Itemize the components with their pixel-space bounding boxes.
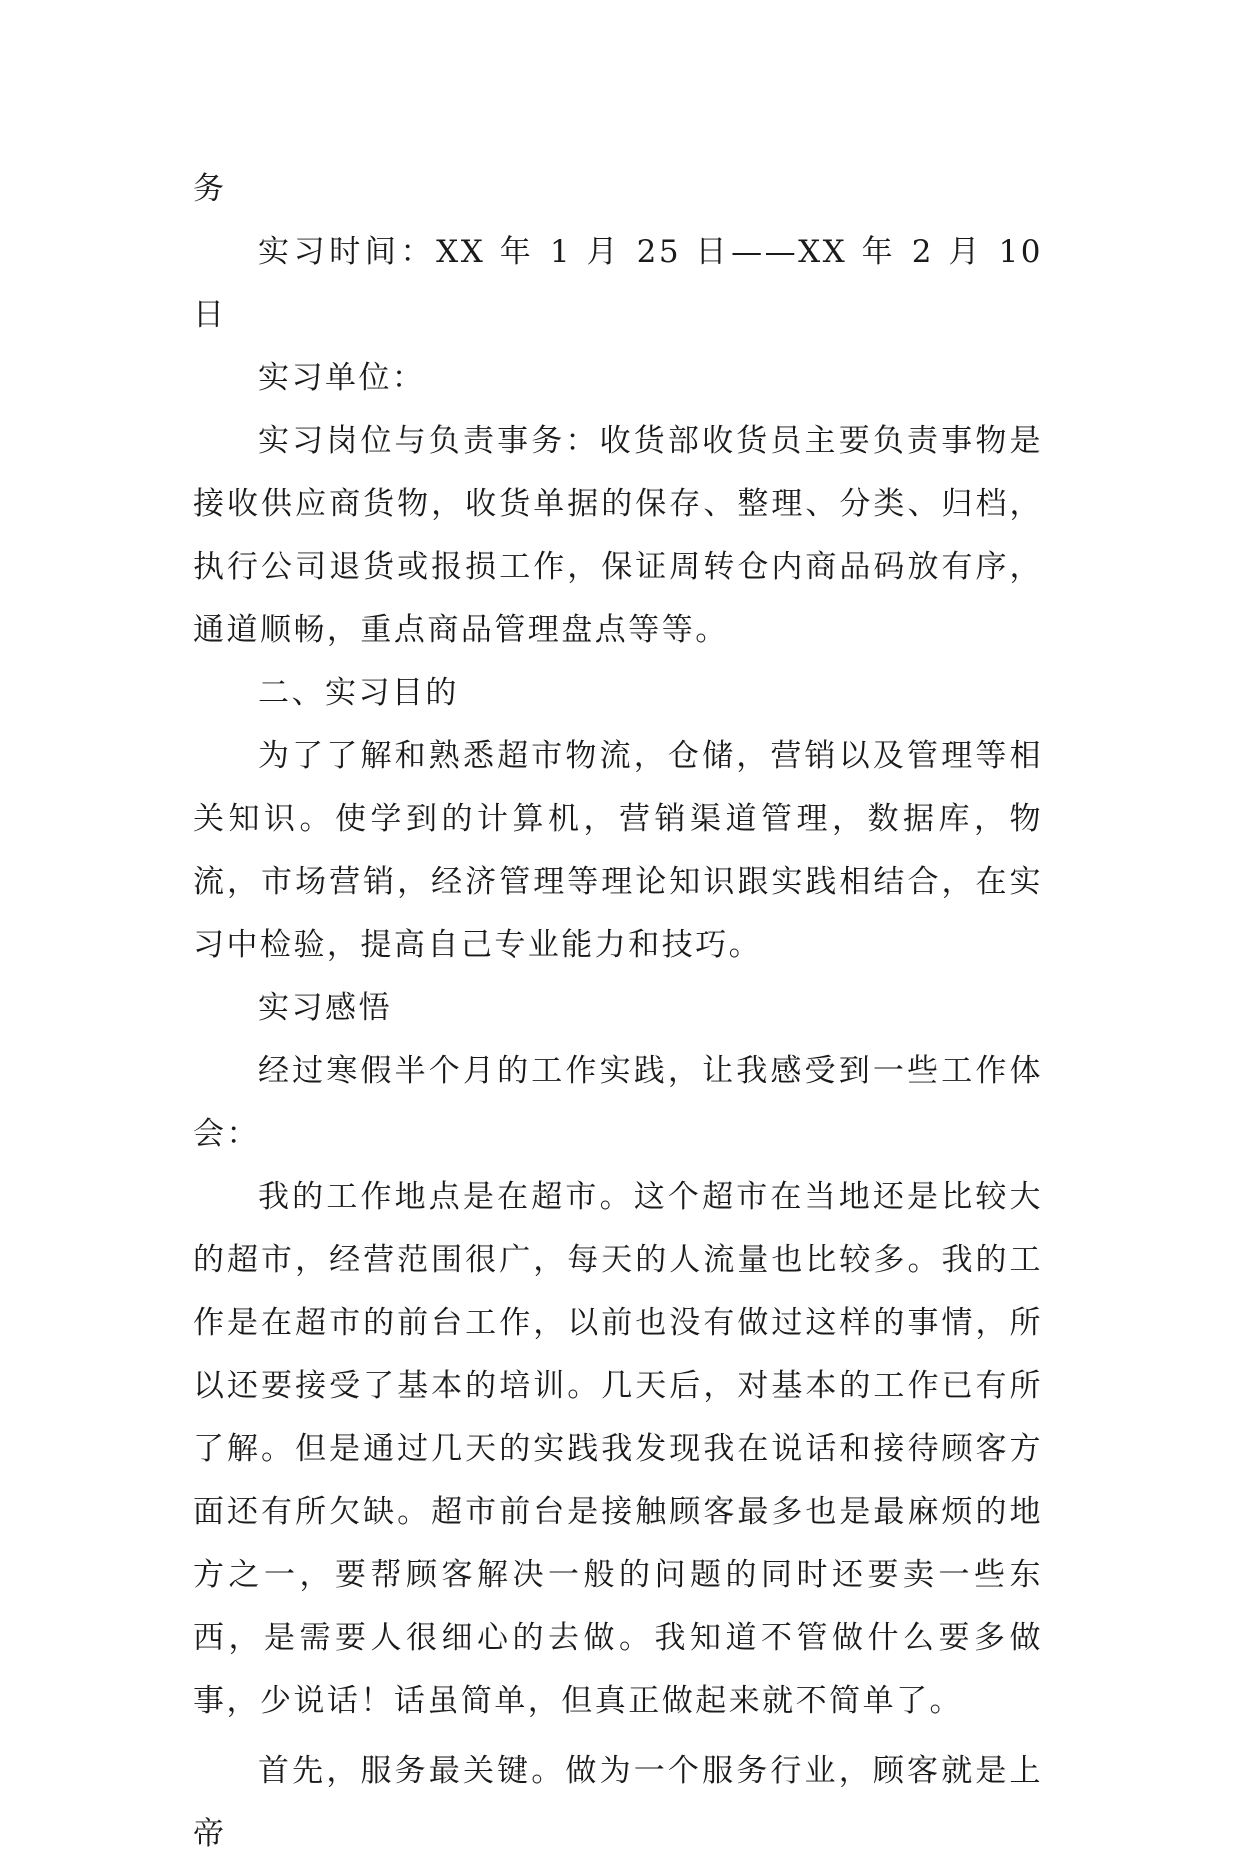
paragraph-service: 首先，服务最关键。做为一个服务行业，顾客就是上帝 — [193, 1753, 1043, 1852]
paragraph-internship-time: 实习时间：XX 年 1 月 25 日——XX 年 2 月 10 日 — [193, 234, 1043, 333]
paragraph-internship-unit: 实习单位： — [258, 360, 426, 396]
paragraph-workplace: 我的工作地点是在超市。这个超市在当地还是比较大的超市，经营范围很广，每天的人流量也比较多。我的工作是在超市的前台工作，以前也没有做过这样的事情，所以还要接受了基本的培训。几天后，对基本的工作已有所了解。但是通过几天的实践我发现我在说话和接待顾客方面还有所欠缺。超市前台是接触顾客最多也是最麻烦的地方之一，要帮顾客解决一般的问题的同时还要卖一些东西，是需要人很细心的去做。我知道不管做什么要多做事，少说话！话虽简单，但真正做起来就不简单了。 — [193, 1179, 1043, 1719]
paragraph-purpose: 为了了解和熟悉超市物流，仓储，营销以及管理等相关知识。使学到的计算机，营销渠道管理，数据库，物流，市场营销，经济管理等理论知识跟实践相结合，在实习中检验，提高自己专业能力和技巧。 — [193, 738, 1043, 963]
document-body — [193, 158, 1043, 1866]
paragraph-reflections-intro: 经过寒假半个月的工作实践，让我感受到一些工作体会： — [193, 1053, 1043, 1152]
paragraph-continuation: 务 — [193, 171, 227, 207]
paragraph-position-duties: 实习岗位与负责事务：收货部收货员主要负责事物是接收供应商货物，收货单据的保存、整理、分类、归档，执行公司退货或报损工作，保证周转仓内商品码放有序，通道顺畅，重点商品管理盘点等等。 — [193, 423, 1043, 648]
section-heading-purpose: 二、实习目的 — [258, 675, 459, 711]
section-heading-reflections: 实习感悟 — [258, 990, 392, 1026]
